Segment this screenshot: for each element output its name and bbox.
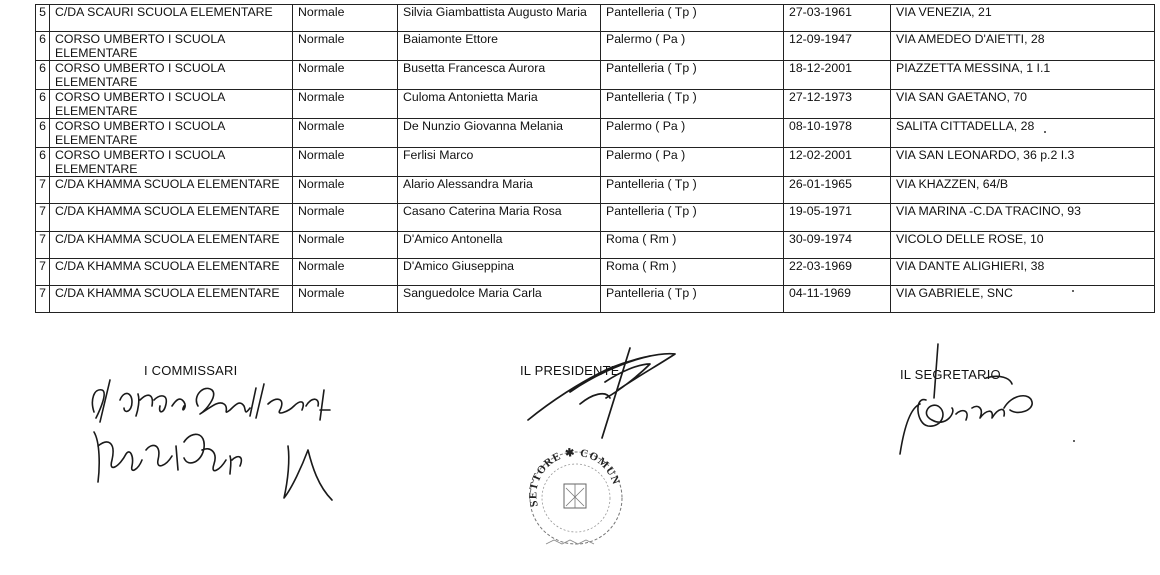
- section-number-cell: 6: [36, 148, 50, 177]
- table-row: [36, 285, 1155, 312]
- school-cell: C/DA KHAMMA SCUOLA ELEMENTARE: [50, 177, 293, 204]
- birthdate-cell: 19-05-1971: [784, 204, 891, 231]
- birthdate-cell: 12-09-1947: [784, 32, 891, 61]
- table-row: [36, 61, 1155, 90]
- address-cell: VIA MARINA -C.DA TRACINO, 93: [891, 204, 1155, 231]
- type-cell: Normale: [293, 148, 398, 177]
- birthplace-cell: Roma ( Rm ): [601, 258, 784, 285]
- name-cell: Silvia Giambattista Augusto Maria: [398, 5, 601, 32]
- table-row: [36, 231, 1155, 258]
- school-cell: CORSO UMBERTO I SCUOLA ELEMENTARE: [50, 90, 293, 119]
- commissari-label: I COMMISSARI: [144, 363, 238, 378]
- address-cell: SALITA CITTADELLA, 28: [891, 119, 1155, 148]
- address-cell: VICOLO DELLE ROSE, 10: [891, 231, 1155, 258]
- ink-speck: [1044, 131, 1046, 133]
- table-row: [36, 148, 1155, 177]
- name-cell: Casano Caterina Maria Rosa: [398, 204, 601, 231]
- name-cell: D'Amico Giuseppina: [398, 258, 601, 285]
- birthdate-cell: 08-10-1978: [784, 119, 891, 148]
- name-cell: Culoma Antonietta Maria: [398, 90, 601, 119]
- birthdate-cell: 12-02-2001: [784, 148, 891, 177]
- school-cell: CORSO UMBERTO I SCUOLA ELEMENTARE: [50, 32, 293, 61]
- type-cell: Normale: [293, 285, 398, 312]
- section-number-cell: 7: [36, 231, 50, 258]
- type-cell: Normale: [293, 119, 398, 148]
- birthdate-cell: 26-01-1965: [784, 177, 891, 204]
- name-cell: D'Amico Antonella: [398, 231, 601, 258]
- type-cell: Normale: [293, 61, 398, 90]
- type-cell: Normale: [293, 258, 398, 285]
- name-cell: Alario Alessandra Maria: [398, 177, 601, 204]
- school-cell: C/DA KHAMMA SCUOLA ELEMENTARE: [50, 285, 293, 312]
- birthplace-cell: Palermo ( Pa ): [601, 148, 784, 177]
- birthplace-cell: Pantelleria ( Tp ): [601, 285, 784, 312]
- address-cell: VIA KHAZZEN, 64/B: [891, 177, 1155, 204]
- name-cell: De Nunzio Giovanna Melania: [398, 119, 601, 148]
- section-number-cell: 5: [36, 5, 50, 32]
- birthdate-cell: 27-12-1973: [784, 90, 891, 119]
- ink-speck: [1073, 440, 1075, 442]
- candidate-table: [35, 4, 1155, 313]
- address-cell: PIAZZETTA MESSINA, 1 I.1: [891, 61, 1155, 90]
- presidente-signature: [510, 342, 710, 442]
- section-number-cell: 7: [36, 204, 50, 231]
- birthplace-cell: Pantelleria ( Tp ): [601, 5, 784, 32]
- type-cell: Normale: [293, 177, 398, 204]
- name-cell: Busetta Francesca Aurora: [398, 61, 601, 90]
- birthdate-cell: 04-11-1969: [784, 285, 891, 312]
- section-number-cell: 6: [36, 61, 50, 90]
- birthdate-cell: 18-12-2001: [784, 61, 891, 90]
- address-cell: VIA SAN GAETANO, 70: [891, 90, 1155, 119]
- svg-text:SETTORE ✱ COMUNE: [514, 427, 622, 508]
- school-cell: CORSO UMBERTO I SCUOLA ELEMENTARE: [50, 61, 293, 90]
- birthplace-cell: Pantelleria ( Tp ): [601, 204, 784, 231]
- ink-speck: [1072, 290, 1074, 292]
- section-number-cell: 7: [36, 177, 50, 204]
- school-cell: C/DA KHAMMA SCUOLA ELEMENTARE: [50, 204, 293, 231]
- table-row: [36, 177, 1155, 204]
- address-cell: VIA VENEZIA, 21: [891, 5, 1155, 32]
- school-cell: C/DA KHAMMA SCUOLA ELEMENTARE: [50, 231, 293, 258]
- address-cell: VIA GABRIELE, SNC: [891, 285, 1155, 312]
- table-row: [36, 32, 1155, 61]
- type-cell: Normale: [293, 5, 398, 32]
- type-cell: Normale: [293, 231, 398, 258]
- segretario-signature: [890, 338, 1050, 463]
- birthplace-cell: Roma ( Rm ): [601, 231, 784, 258]
- table-body: [36, 5, 1155, 313]
- table-row: [36, 204, 1155, 231]
- name-cell: Baiamonte Ettore: [398, 32, 601, 61]
- table-row: [36, 119, 1155, 148]
- birthplace-cell: Palermo ( Pa ): [601, 32, 784, 61]
- birthplace-cell: Palermo ( Pa ): [601, 119, 784, 148]
- section-number-cell: 6: [36, 90, 50, 119]
- address-cell: VIA AMEDEO D'AIETTI, 28: [891, 32, 1155, 61]
- birthdate-cell: 30-09-1974: [784, 231, 891, 258]
- address-cell: VIA SAN LEONARDO, 36 p.2 I.3: [891, 148, 1155, 177]
- table-row: [36, 90, 1155, 119]
- section-number-cell: 7: [36, 285, 50, 312]
- presidente-label: IL PRESIDENTE: [520, 363, 620, 378]
- section-number-cell: 6: [36, 119, 50, 148]
- birthdate-cell: 27-03-1961: [784, 5, 891, 32]
- type-cell: Normale: [293, 204, 398, 231]
- birthplace-cell: Pantelleria ( Tp ): [601, 177, 784, 204]
- table-row: [36, 258, 1155, 285]
- birthdate-cell: 22-03-1969: [784, 258, 891, 285]
- name-cell: Sanguedolce Maria Carla: [398, 285, 601, 312]
- school-cell: C/DA KHAMMA SCUOLA ELEMENTARE: [50, 258, 293, 285]
- official-stamp: [513, 427, 628, 556]
- commissari-signatures: [80, 370, 380, 515]
- name-cell: Ferlisi Marco: [398, 148, 601, 177]
- segretario-label: IL SEGRETARIO: [900, 367, 1001, 382]
- table-row: [36, 5, 1155, 32]
- type-cell: Normale: [293, 32, 398, 61]
- stamp-text: SETTORE ✱ COMUNE: [513, 427, 623, 508]
- section-number-cell: 7: [36, 258, 50, 285]
- school-cell: CORSO UMBERTO I SCUOLA ELEMENTARE: [50, 119, 293, 148]
- birthplace-cell: Pantelleria ( Tp ): [601, 61, 784, 90]
- school-cell: CORSO UMBERTO I SCUOLA ELEMENTARE: [50, 148, 293, 177]
- birthplace-cell: Pantelleria ( Tp ): [601, 90, 784, 119]
- school-cell: C/DA SCAURI SCUOLA ELEMENTARE: [50, 5, 293, 32]
- address-cell: VIA DANTE ALIGHIERI, 38: [891, 258, 1155, 285]
- type-cell: Normale: [293, 90, 398, 119]
- section-number-cell: 6: [36, 32, 50, 61]
